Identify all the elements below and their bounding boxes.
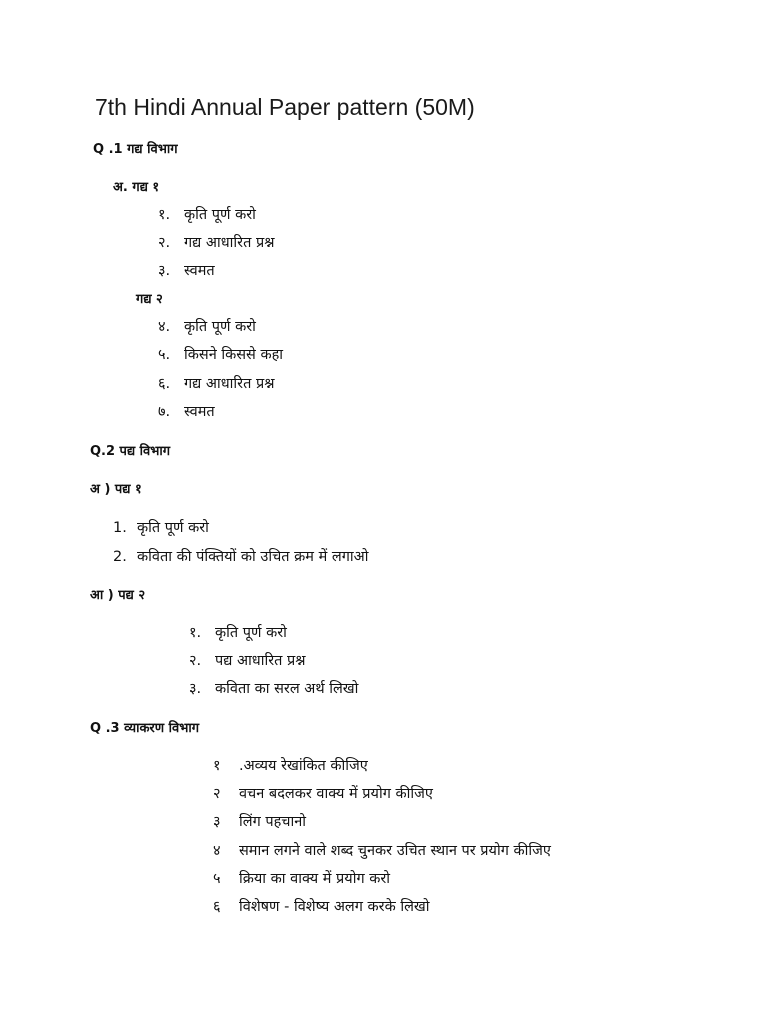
item-number: १.: [189, 625, 202, 641]
list-item: [158, 348, 283, 363]
list-item: [213, 844, 551, 859]
list-item: [213, 815, 306, 830]
q1-sub-b: गद्य २: [136, 292, 163, 307]
q2-sub-a: अ ) पद्य १: [90, 482, 142, 497]
item-number: 1.: [113, 520, 127, 536]
page-title: 7th Hindi Annual Paper pattern (50M): [95, 94, 475, 120]
list-item: [158, 264, 215, 279]
item-text: कृति पूर्ण करो: [215, 625, 287, 641]
list-item: [189, 654, 306, 669]
list-item: [158, 405, 215, 420]
item-number: ४: [213, 843, 221, 859]
item-number: २.: [189, 653, 202, 669]
item-number: २.: [158, 235, 171, 251]
item-text: लिंग पहचानो: [239, 814, 307, 830]
item-number: ७.: [158, 404, 171, 420]
item-text: क्रिया का वाक्य में प्रयोग करो: [239, 871, 391, 887]
item-text: विशेषण - विशेष्य अलग करके लिखो: [239, 899, 430, 915]
item-number: २: [213, 786, 221, 802]
q1-sub-a: अ. गद्य १: [113, 180, 160, 195]
q1-heading: Q .1 गद्य विभाग: [93, 142, 178, 157]
item-text: कृति पूर्ण करो: [184, 319, 256, 335]
list-item: [158, 236, 274, 251]
item-text: कृति पूर्ण करो: [137, 520, 209, 536]
item-number: ३.: [158, 263, 171, 279]
item-number: ६.: [158, 376, 171, 392]
item-number: ६: [213, 899, 221, 915]
q2-sub-b: आ ) पद्य २: [90, 588, 146, 603]
item-number: ५: [213, 871, 221, 887]
list-item: [213, 787, 433, 802]
list-item: [213, 872, 390, 887]
item-text: .अव्यय रेखांकित कीजिए: [239, 758, 368, 774]
item-text: किसने किससे कहा: [184, 347, 284, 363]
item-number: ५.: [158, 347, 171, 363]
list-item: [213, 900, 430, 915]
item-number: ३: [213, 814, 221, 830]
item-text: कृति पूर्ण करो: [184, 207, 256, 223]
item-text: स्वमत: [184, 404, 215, 420]
item-text: वचन बदलकर वाक्य में प्रयोग कीजिए: [239, 786, 433, 802]
list-item: [189, 682, 358, 697]
item-text: समान लगने वाले शब्द चुनकर उचित स्थान पर प्रयोग कीजिए: [239, 843, 551, 859]
list-item: [158, 208, 256, 223]
list-item: [158, 320, 256, 335]
item-text: स्वमत: [184, 263, 215, 279]
list-item: [213, 759, 368, 774]
item-number: १.: [158, 207, 171, 223]
item-text: कविता की पंक्तियों को उचित क्रम में लगाओ: [137, 549, 369, 565]
list-item: [189, 626, 287, 641]
item-number: ३.: [189, 681, 202, 697]
list-item: [113, 521, 209, 536]
item-number: १: [213, 758, 221, 774]
item-text: कविता का सरल अर्थ लिखो: [215, 681, 359, 697]
list-item: [158, 377, 274, 392]
item-number: ४.: [158, 319, 171, 335]
item-text: पद्य आधारित प्रश्न: [215, 653, 306, 669]
list-item: [113, 550, 368, 565]
item-number: 2.: [113, 549, 127, 565]
q2-heading: Q.2 पद्य विभाग: [90, 444, 171, 459]
item-text: गद्य आधारित प्रश्न: [184, 235, 275, 251]
item-text: गद्य आधारित प्रश्न: [184, 376, 275, 392]
q3-heading: Q .3 व्याकरण विभाग: [90, 721, 200, 736]
